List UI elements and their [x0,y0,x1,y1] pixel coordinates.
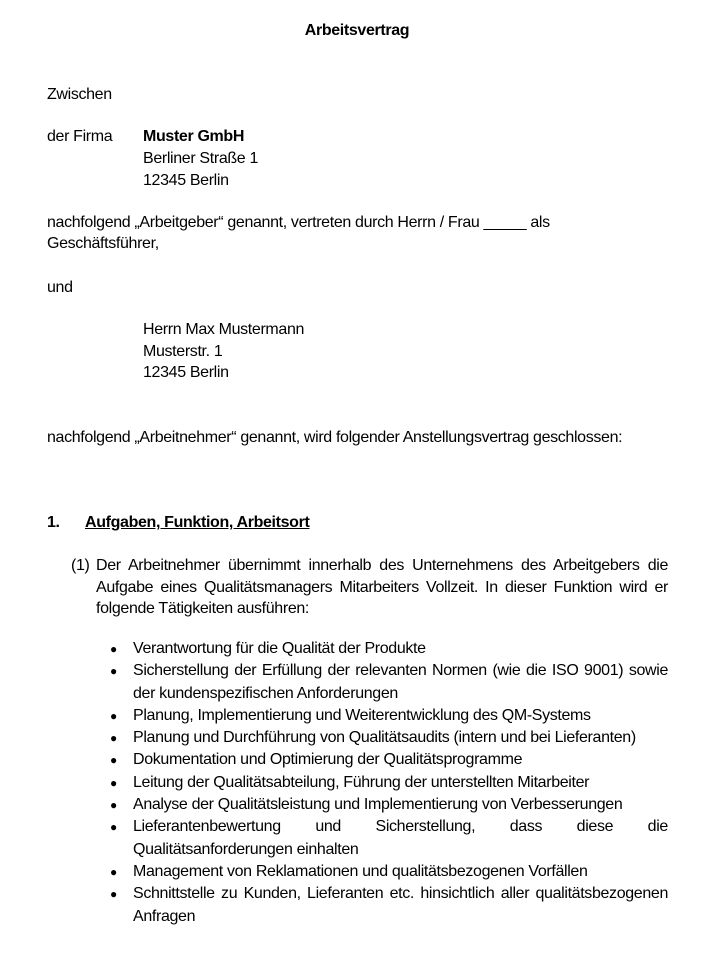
task-text: Dokumentation und Optimierung der Qualitätsprogramme [133,751,523,769]
list-item [106,816,668,861]
task-text: Sicherstellung der Erfüllung der relevanten Normen (wie die ISO 9001) sowie der kundenspezifischen Anforderungen [133,662,668,702]
bullet-icon: ● [110,820,117,835]
section1-number: 1. [47,514,60,531]
para1-number: (1) [71,557,90,574]
employer-street: Berliner Straße 1 [143,150,258,167]
bullet-icon: ● [110,775,117,790]
task-text: Schnittstelle zu Kunden, Lieferanten etc. hinsichtlich aller qualitätsbezogenen Anfragen [133,885,668,925]
list-item [106,660,668,705]
list-item [106,727,668,749]
employee-clause: nachfolgend „Arbeitnehmer“ genannt, wird folgender Anstellungsvertrag geschlossen: [47,429,623,446]
employer-clause-line1: nachfolgend „Arbeitgeber“ genannt, vertreten durch Herrn / Frau _____ als [47,214,550,231]
bullet-icon: ● [110,798,117,813]
task-text: Analyse der Qualitätsleistung und Implementierung von Verbesserungen [133,796,623,814]
bullet-icon: ● [110,708,117,723]
list-item [106,638,668,660]
list-item [106,861,668,883]
task-text: Planung und Durchführung von Qualitätsaudits (intern und bei Lieferanten) [133,729,636,747]
task-list [106,638,668,928]
list-item [106,883,668,928]
employee-street: Musterstr. 1 [143,343,223,360]
bullet-icon: ● [110,753,117,768]
firm-label: der Firma [47,128,113,145]
employee-name: Herrn Max Mustermann [143,321,305,338]
bullet-icon: ● [110,864,117,879]
list-item [106,705,668,727]
and-label: und [47,279,73,296]
bullet-icon: ● [110,731,117,746]
list-item [106,772,668,794]
section1-heading: Aufgaben, Funktion, Arbeitsort [85,514,310,531]
task-text: Verantwortung für die Qualität der Produkte [133,640,426,657]
employer-clause-line2: Geschäftsführer, [47,235,159,252]
document-title: Arbeitsvertrag [304,22,410,39]
between-label: Zwischen [47,86,112,103]
task-text: Planung, Implementierung und Weiterentwicklung des QM-Systems [133,706,591,724]
employer-name: Muster GmbH [143,128,245,145]
bullet-icon: ● [110,642,117,656]
list-item [106,749,668,771]
employer-city: 12345 Berlin [143,172,229,189]
task-text: Lieferantenbewertung und Sicherstellung, dass diese die Qualitätsanforderungen einhalten [133,818,668,858]
bullet-icon: ● [110,664,117,679]
task-text: Leitung der Qualitätsabteilung, Führung der unterstellten Mitarbeiter [133,773,590,791]
bullet-icon: ● [110,887,117,902]
para1-text: Der Arbeitnehmer übernimmt innerhalb des Unternehmens des Arbeitgebers die Aufgabe eines Qualitätsmanagers Mitarbeiters Vollzeit. In dieser Funktion wird er folgende Tätigkeiten ausführen: [96,557,668,617]
employee-city: 12345 Berlin [143,364,229,381]
list-item [106,794,668,816]
task-text: Management von Reklamationen und qualitätsbezogenen Vorfällen [133,862,588,880]
